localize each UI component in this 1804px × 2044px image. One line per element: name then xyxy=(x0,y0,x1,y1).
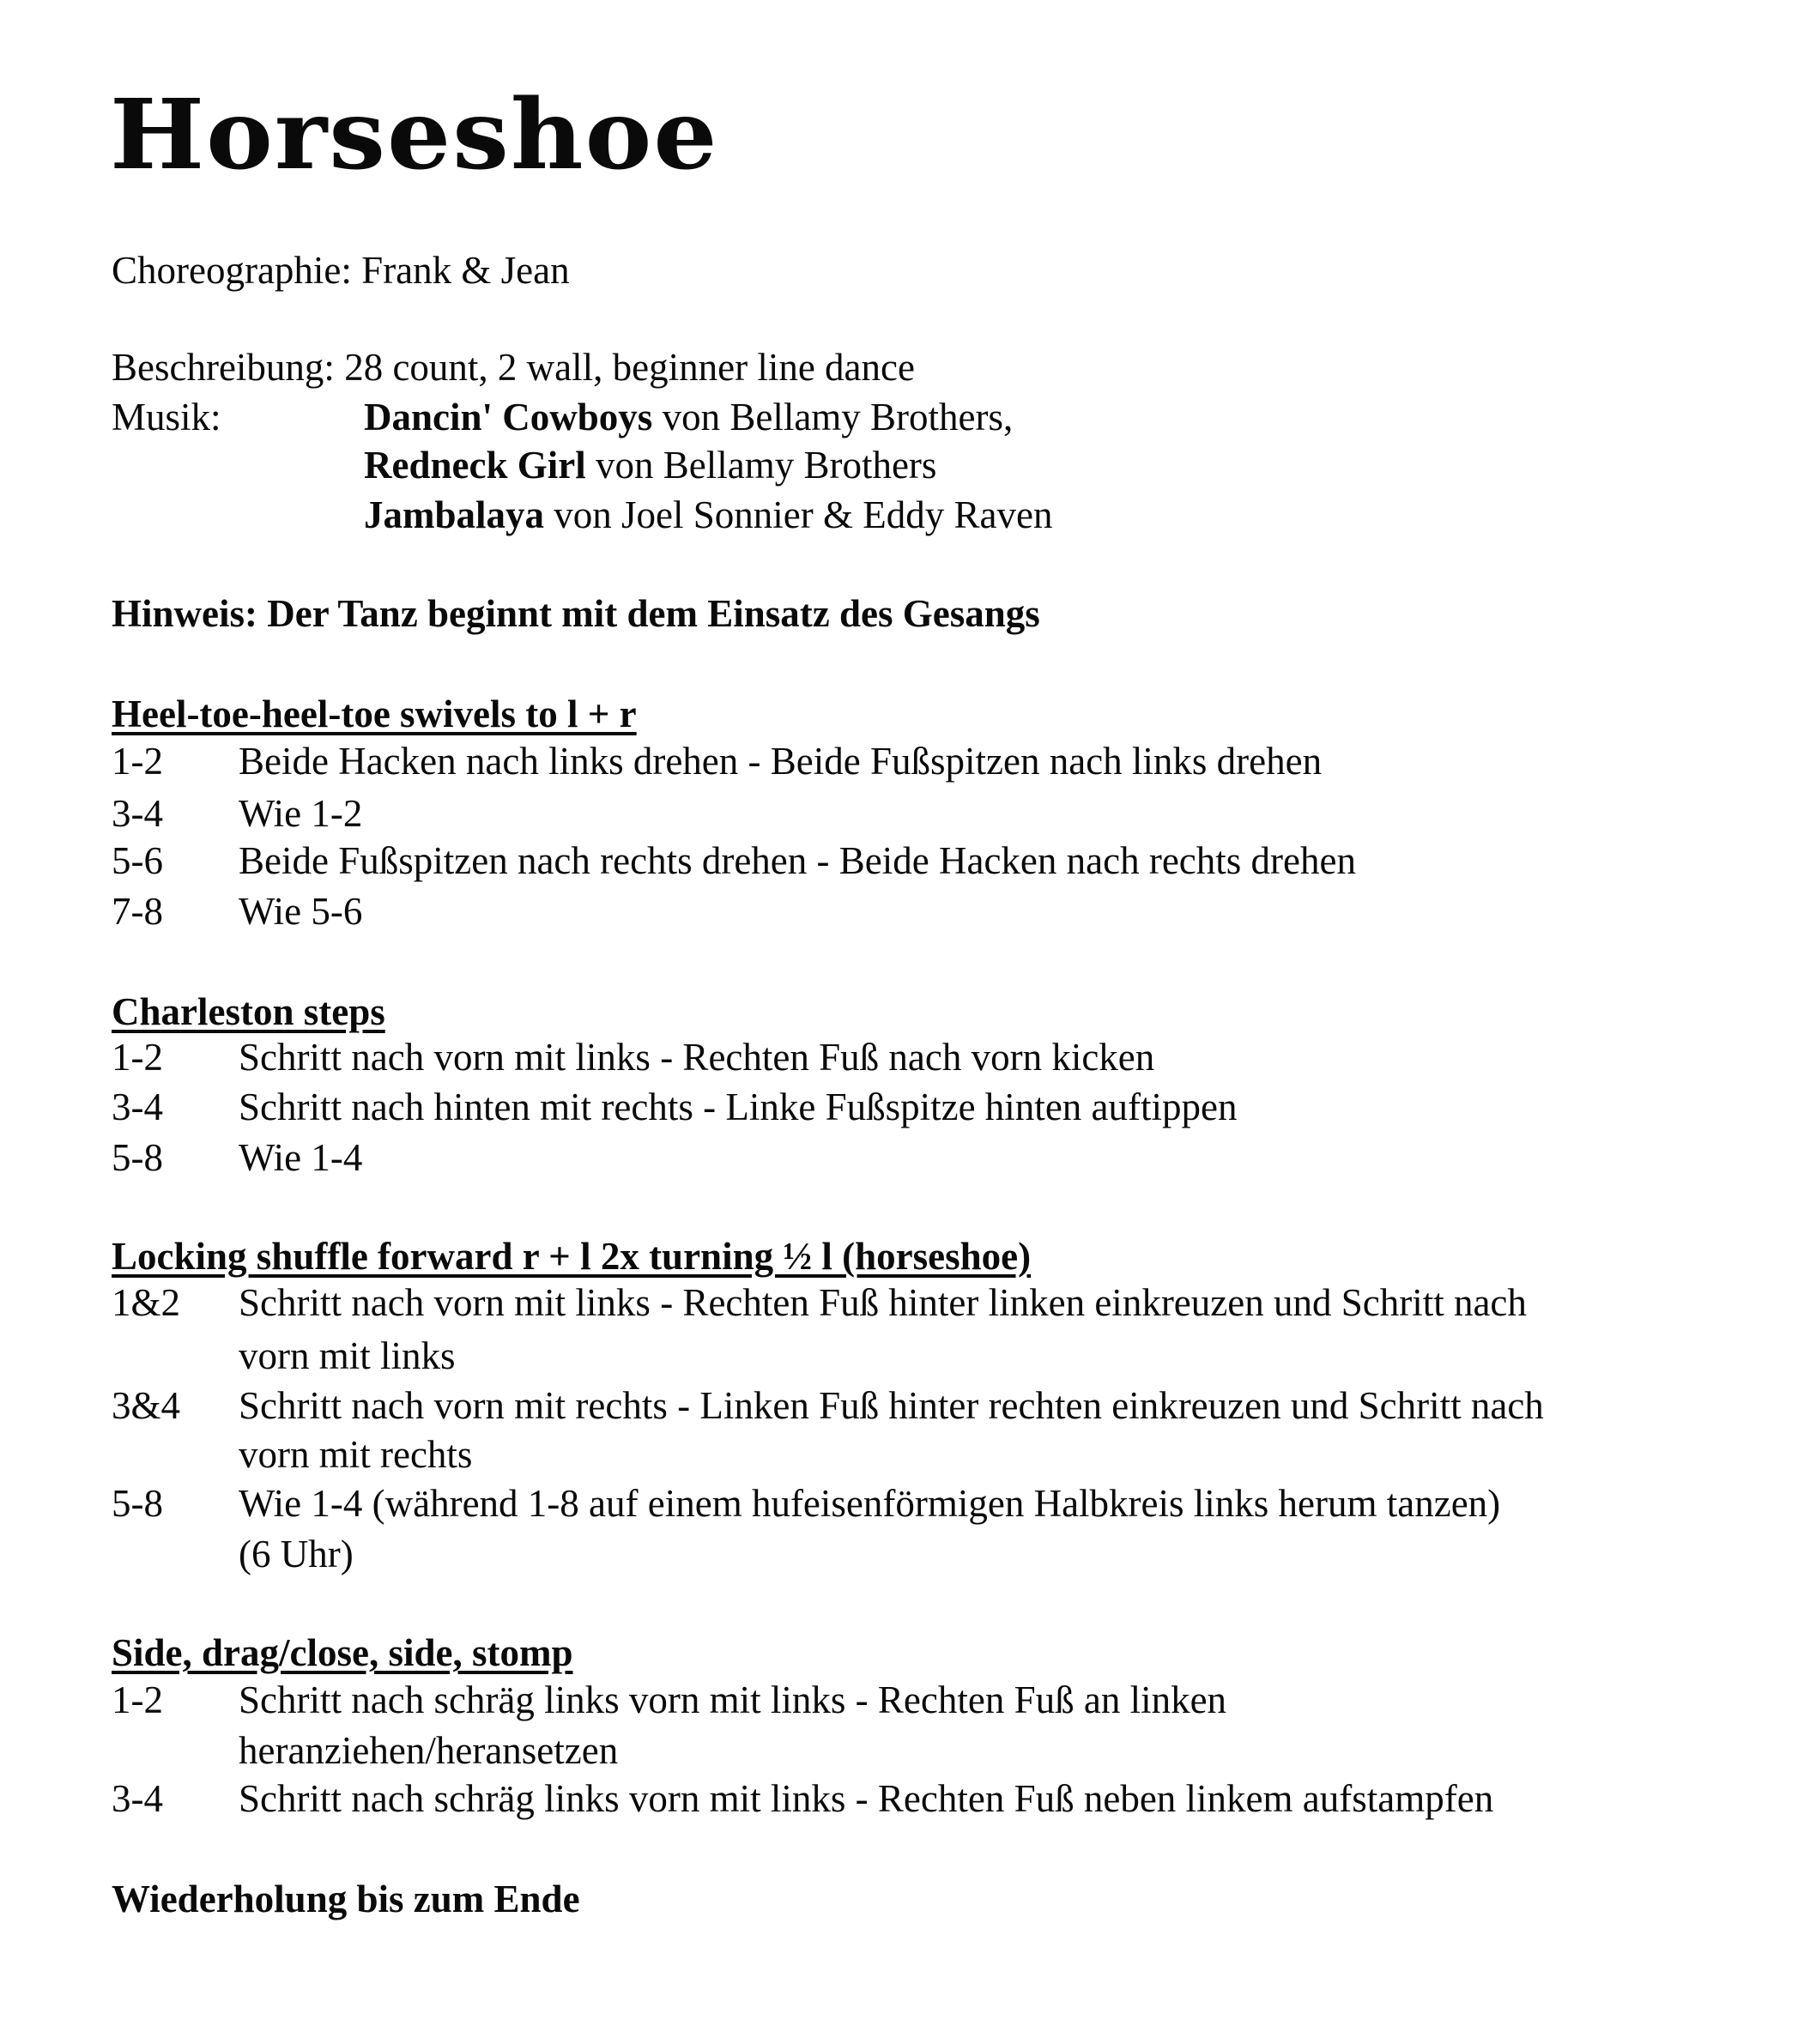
choreography-line xyxy=(112,245,570,295)
step-count: 1-2 xyxy=(112,1036,163,1079)
step-description: Schritt nach vorn mit rechts - Linken Fuß hinter rechten einkreuzen und Schritt nach xyxy=(239,1384,1544,1427)
step-count: 3-4 xyxy=(112,1085,163,1128)
section-heading: Charleston steps xyxy=(112,990,385,1033)
music-label: Musik: xyxy=(112,396,221,438)
step-count: 3-4 xyxy=(112,1777,163,1820)
music-item xyxy=(364,392,1013,442)
step-count: 3&4 xyxy=(112,1384,181,1427)
step-description: Beide Hacken nach links drehen - Beide Fußspitzen nach links drehen xyxy=(239,740,1323,783)
music-item xyxy=(364,490,1052,540)
music-artist: von Bellamy Brothers xyxy=(595,444,937,487)
music-artist: von Bellamy Brothers, xyxy=(662,396,1014,438)
hint-text: Hinweis: Der Tanz beginnt mit dem Einsatz des Gesangs xyxy=(112,592,1040,635)
step-description: Schritt nach vorn mit links - Rechten Fuß nach vorn kicken xyxy=(239,1036,1155,1079)
step-count: 1-2 xyxy=(112,1678,163,1721)
choreography-label: Choreographie: xyxy=(112,249,352,292)
step-description: Schritt nach hinten mit rechts - Linke Fußspitze hinten auftippen xyxy=(239,1085,1238,1128)
step-description: Wie 5-6 xyxy=(239,890,363,933)
step-description: Beide Fußspitzen nach rechts drehen - Beide Hacken nach rechts drehen xyxy=(239,839,1356,882)
description-line xyxy=(112,342,915,392)
music-title: Jambalaya xyxy=(364,493,545,536)
description-label: Beschreibung: xyxy=(112,346,335,389)
page-title: Horseshoe xyxy=(110,79,719,191)
step-count: 5-6 xyxy=(112,839,163,882)
step-count: 7-8 xyxy=(112,890,163,933)
step-description: Wie 1-2 xyxy=(239,792,363,835)
step-description: Schritt nach schräg links vorn mit links - Rechten Fuß an linken xyxy=(239,1678,1227,1721)
step-description: (6 Uhr) xyxy=(239,1533,354,1575)
footer-text: Wiederholung bis zum Ende xyxy=(112,1878,580,1920)
music-item xyxy=(364,440,936,490)
step-count: 1-2 xyxy=(112,740,163,783)
step-description: Wie 1-4 xyxy=(239,1136,363,1179)
step-count: 5-8 xyxy=(112,1136,163,1179)
description-value: 28 count, 2 wall, beginner line dance xyxy=(344,346,915,389)
music-title: Redneck Girl xyxy=(364,444,586,487)
choreography-value: Frank & Jean xyxy=(361,249,570,292)
section-heading: Side, drag/close, side, stomp xyxy=(112,1631,573,1674)
step-count: 1&2 xyxy=(112,1281,181,1324)
step-description: vorn mit rechts xyxy=(239,1433,473,1476)
step-count: 3-4 xyxy=(112,792,163,835)
step-description: heranziehen/heransetzen xyxy=(239,1729,619,1772)
music-artist: von Joel Sonnier & Eddy Raven xyxy=(554,493,1053,536)
step-description: Schritt nach schräg links vorn mit links - Rechten Fuß neben linkem aufstampfen xyxy=(239,1777,1494,1820)
step-description: Wie 1-4 (während 1-8 auf einem hufeisenförmigen Halbkreis links herum tanzen) xyxy=(239,1482,1501,1525)
step-description: Schritt nach vorn mit links - Rechten Fuß hinter linken einkreuzen und Schritt nach xyxy=(239,1281,1527,1324)
music-title: Dancin' Cowboys xyxy=(364,396,653,438)
step-count: 5-8 xyxy=(112,1482,163,1525)
section-heading: Locking shuffle forward r + l 2x turning ½ l (horseshoe) xyxy=(112,1235,1032,1278)
step-description: vorn mit links xyxy=(239,1334,456,1377)
section-heading: Heel-toe-heel-toe swivels to l + r xyxy=(112,692,637,735)
